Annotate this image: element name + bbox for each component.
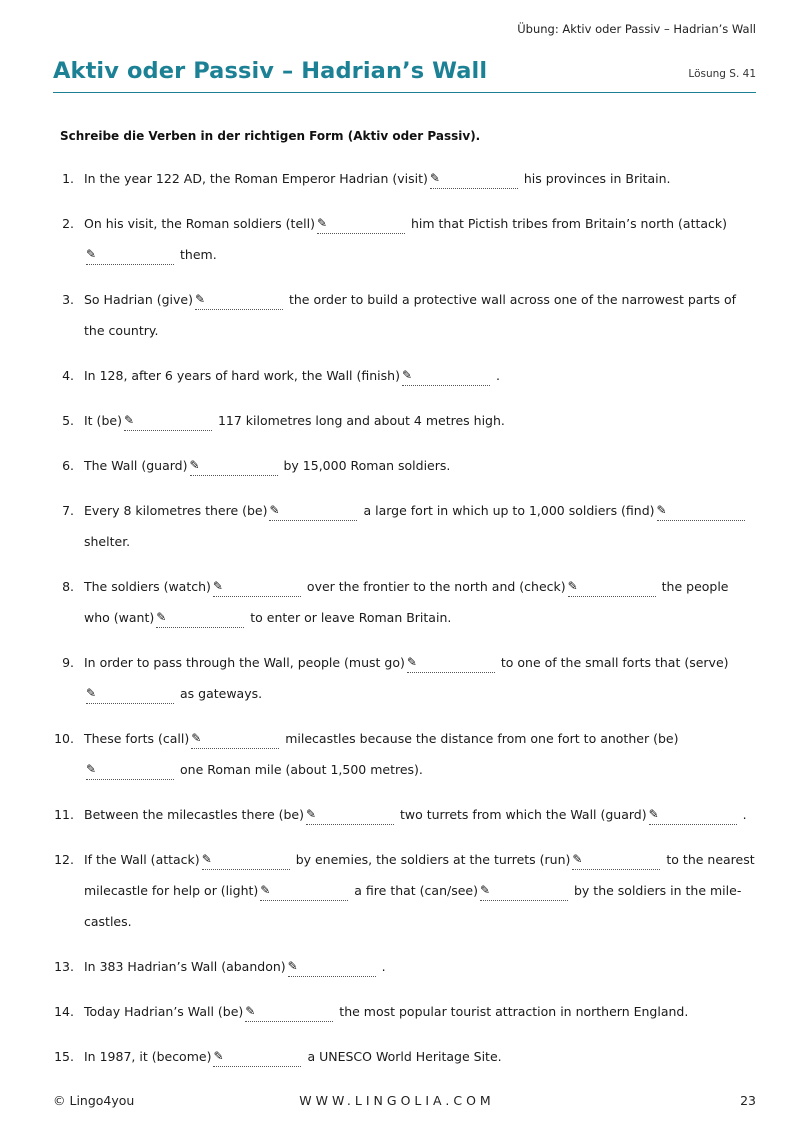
sentence-text: If the Wall (attack) <box>84 852 200 867</box>
pencil-icon: ✎ <box>316 216 328 230</box>
pencil-icon: ✎ <box>401 368 413 382</box>
answer-gap[interactable] <box>156 610 244 628</box>
item-number: 14. <box>54 1004 74 1019</box>
pencil-icon: ✎ <box>567 579 578 593</box>
sentence-text: In order to pass through the Wall, people (must go) <box>84 655 405 670</box>
pencil-icon: ✎ <box>201 852 212 866</box>
answer-gap[interactable] <box>195 292 283 310</box>
sentence-text: On his visit, the Roman soldiers (tell) <box>84 216 315 231</box>
copyright: © Lingo4you <box>53 1093 135 1108</box>
website-url: WWW.LINGOLIA.COM <box>299 1093 495 1108</box>
sentence-text: one Roman mile (about 1,500 metres). <box>180 762 423 777</box>
sentence-text: . <box>495 368 500 383</box>
running-header: Übung: Aktiv oder Passiv – Hadrian’s Wall <box>517 22 756 36</box>
exercise-item <box>0 495 794 557</box>
answer-gap[interactable] <box>245 1004 333 1022</box>
sentence-text: the people who (want) <box>84 579 729 625</box>
answer-gap[interactable] <box>480 883 568 901</box>
exercise-item <box>0 571 794 633</box>
sentence-text: as gateways. <box>180 686 263 701</box>
sentence-text: by enemies, the soldiers at the turrets (run) <box>295 852 571 867</box>
answer-gap[interactable] <box>649 807 737 825</box>
sentence-text: In the year 122 AD, the Roman Emperor Hadrian (visit) <box>84 171 428 186</box>
page-number: 23 <box>740 1093 756 1108</box>
sentence-text: In 128, after 6 years of hard work, the Wall (finish) <box>84 368 400 383</box>
sentence-text: . <box>381 959 386 974</box>
pencil-icon: ✎ <box>429 171 440 185</box>
sentence-text: Today Hadrian’s Wall (be) <box>84 1004 244 1019</box>
sentence-text: In 1987, it (become) <box>84 1049 212 1064</box>
item-number: 13. <box>54 959 74 974</box>
sentence-text: a fire that (can/see) <box>354 883 478 898</box>
pencil-icon: ✎ <box>648 807 659 821</box>
answer-gap[interactable] <box>317 216 405 234</box>
exercise-sentence <box>84 208 756 270</box>
item-number: 1. <box>62 171 74 186</box>
exercise-sentence <box>84 647 756 709</box>
pencil-icon: ✎ <box>287 959 298 973</box>
pencil-icon: ✎ <box>123 413 135 427</box>
answer-gap[interactable] <box>407 655 495 673</box>
sentence-text: by the soldiers in the mile-castles. <box>84 883 742 929</box>
exercise-item <box>0 1041 794 1072</box>
exercise-sentence <box>84 571 756 633</box>
pencil-icon: ✎ <box>212 579 223 593</box>
sentence-text: Every 8 kilometres there (be) <box>84 503 268 518</box>
sentence-text: In 383 Hadrian’s Wall (abandon) <box>84 959 286 974</box>
item-number: 3. <box>62 292 74 307</box>
pencil-icon: ✎ <box>86 247 97 261</box>
page-title: Aktiv oder Passiv – Hadrian’s Wall <box>53 58 488 84</box>
exercise-sentence <box>84 799 756 830</box>
item-number: 11. <box>54 807 74 822</box>
pencil-icon: ✎ <box>260 883 271 897</box>
sentence-text: over the frontier to the north and (check) <box>306 579 566 594</box>
answer-gap[interactable] <box>124 413 212 431</box>
pencil-icon: ✎ <box>406 655 417 669</box>
solution-reference: Lösung S. 41 <box>688 68 756 80</box>
answer-gap[interactable] <box>86 247 174 265</box>
answer-gap[interactable] <box>572 852 660 870</box>
sentence-text: The Wall (guard) <box>84 458 188 473</box>
title-divider <box>53 92 756 93</box>
pencil-icon: ✎ <box>480 883 491 897</box>
answer-gap[interactable] <box>306 807 394 825</box>
answer-gap[interactable] <box>269 503 357 521</box>
exercise-sentence <box>84 495 756 557</box>
sentence-text: his provinces in Britain. <box>523 171 671 186</box>
answer-gap[interactable] <box>288 959 376 977</box>
exercise-sentence <box>84 163 756 194</box>
item-number: 7. <box>62 503 74 518</box>
exercise-sentence <box>84 951 756 982</box>
exercise-sentence <box>84 284 756 346</box>
sentence-text: milecastles because the distance from one fort to another (be) <box>285 731 679 746</box>
exercise-item <box>0 951 794 982</box>
pencil-icon: ✎ <box>156 610 167 624</box>
pencil-icon: ✎ <box>656 503 667 517</box>
sentence-text: These forts (call) <box>84 731 190 746</box>
exercise-item <box>0 647 794 709</box>
item-number: 6. <box>62 458 74 473</box>
answer-gap[interactable] <box>191 731 279 749</box>
sentence-text: two turrets from which the Wall (guard) <box>399 807 647 822</box>
answer-gap[interactable] <box>86 762 174 780</box>
sentence-text: . <box>742 807 747 822</box>
item-number: 9. <box>62 655 74 670</box>
sentence-text: It (be) <box>84 413 122 428</box>
sentence-text: a large fort in which up to 1,000 soldiers (find) <box>363 503 655 518</box>
pencil-icon: ✎ <box>305 807 317 821</box>
item-number: 12. <box>54 852 74 867</box>
item-number: 10. <box>54 731 74 746</box>
pencil-icon: ✎ <box>86 686 97 700</box>
item-number: 8. <box>62 579 74 594</box>
item-number: 4. <box>62 368 74 383</box>
sentence-text: the order to build a protective wall across one of the narrowest parts of the country. <box>84 292 737 338</box>
instruction-text: Schreibe die Verben in der richtigen Form (Aktiv oder Passiv). <box>60 129 481 143</box>
item-number: 5. <box>62 413 74 428</box>
exercise-sentence <box>84 450 756 481</box>
answer-gap[interactable] <box>657 503 745 521</box>
exercise-item <box>0 208 794 270</box>
answer-gap[interactable] <box>402 368 490 386</box>
pencil-icon: ✎ <box>189 458 200 472</box>
exercise-item <box>0 163 794 194</box>
sentence-text: by 15,000 Roman soldiers. <box>283 458 451 473</box>
exercise-sentence <box>84 360 756 391</box>
sentence-text: shelter. <box>84 534 131 549</box>
exercise-item <box>0 360 794 391</box>
pencil-icon: ✎ <box>191 731 202 745</box>
pencil-icon: ✎ <box>245 1004 256 1018</box>
exercise-item <box>0 996 794 1027</box>
sentence-text: So Hadrian (give) <box>84 292 193 307</box>
item-number: 2. <box>62 216 74 231</box>
answer-gap[interactable] <box>568 579 656 597</box>
exercise-item <box>0 450 794 481</box>
exercise-item <box>0 284 794 346</box>
exercise-sentence <box>84 1041 756 1072</box>
answer-gap[interactable] <box>86 686 174 704</box>
sentence-text: Between the milecastles there (be) <box>84 807 304 822</box>
exercise-item <box>0 723 794 785</box>
exercise-list <box>0 163 794 1086</box>
pencil-icon: ✎ <box>572 852 583 866</box>
sentence-text: to the nearest milecastle for help or (light) <box>84 852 755 898</box>
exercise-item <box>0 844 794 937</box>
sentence-text: The soldiers (watch) <box>84 579 211 594</box>
answer-gap[interactable] <box>430 171 518 189</box>
answer-gap[interactable] <box>202 852 290 870</box>
pencil-icon: ✎ <box>86 762 97 776</box>
pencil-icon: ✎ <box>269 503 280 517</box>
sentence-text: to enter or leave Roman Britain. <box>250 610 452 625</box>
answer-gap[interactable] <box>213 1049 301 1067</box>
sentence-text: a UNESCO World Heritage Site. <box>307 1049 502 1064</box>
sentence-text: to one of the small forts that (serve) <box>500 655 729 670</box>
sentence-text: them. <box>180 247 217 262</box>
sentence-text: him that Pictish tribes from Britain’s north (attack) <box>410 216 728 231</box>
exercise-sentence <box>84 405 756 436</box>
exercise-item <box>0 405 794 436</box>
sentence-text: the most popular tourist attraction in northern England. <box>339 1004 689 1019</box>
answer-gap[interactable] <box>190 458 278 476</box>
pencil-icon: ✎ <box>213 1049 224 1063</box>
answer-gap[interactable] <box>260 883 348 901</box>
exercise-sentence <box>84 723 756 785</box>
exercise-sentence <box>84 844 756 937</box>
answer-gap[interactable] <box>213 579 301 597</box>
item-number: 15. <box>54 1049 74 1064</box>
sentence-text: 117 kilometres long and about 4 metres high. <box>217 413 505 428</box>
pencil-icon: ✎ <box>194 292 206 306</box>
exercise-sentence <box>84 996 756 1027</box>
exercise-item <box>0 799 794 830</box>
